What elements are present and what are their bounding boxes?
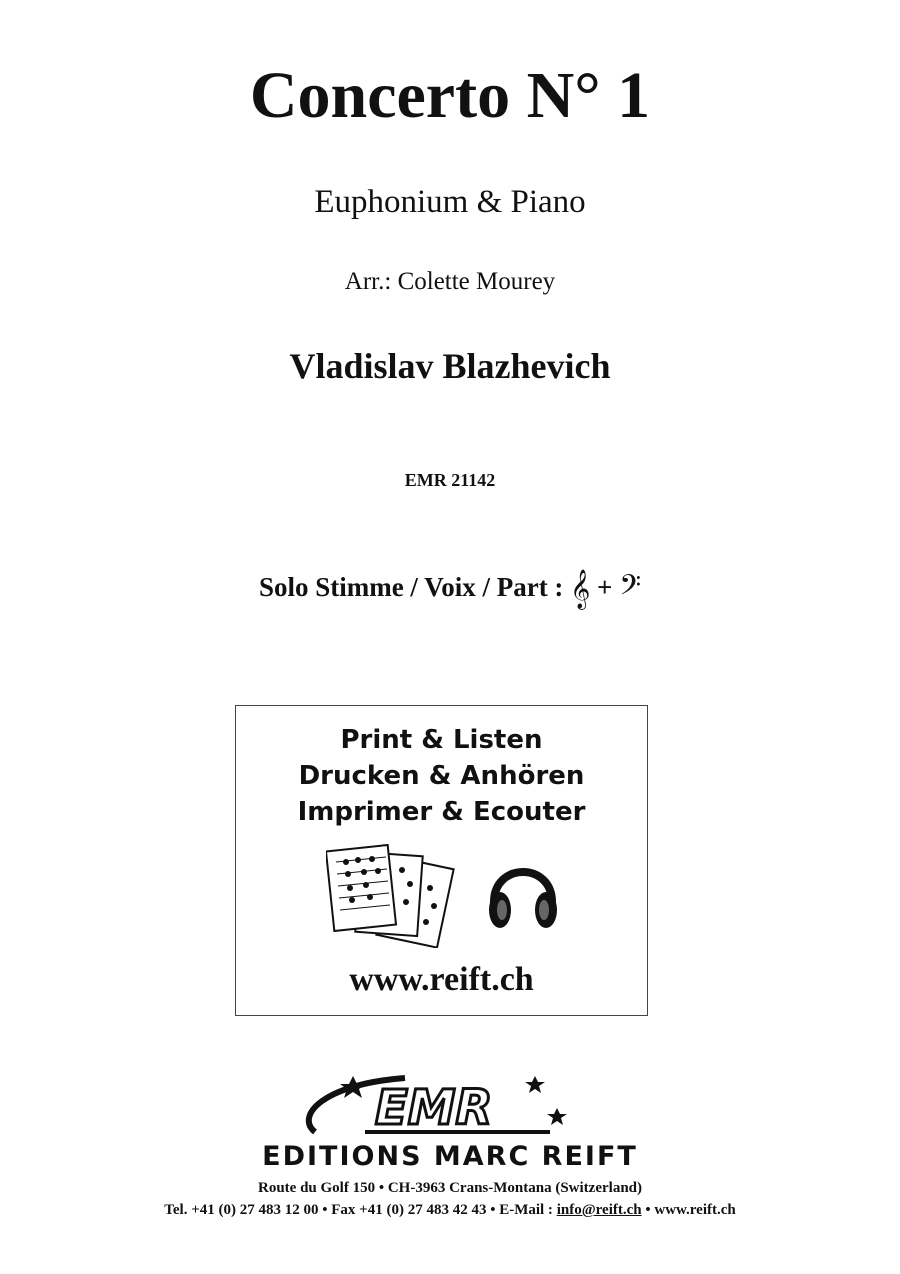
instrumentation: Euphonium & Piano xyxy=(314,184,586,220)
sheet-music-icon xyxy=(326,844,456,948)
bass-clef-icon: 𝄢 xyxy=(619,570,642,608)
emr-logo-icon xyxy=(295,1072,585,1144)
page-title: Concerto N° 1 xyxy=(249,59,651,132)
publisher-name: EDITIONS MARC REIFT xyxy=(262,1141,638,1172)
publisher-contact xyxy=(0,1200,900,1220)
logo-text: EMR xyxy=(375,1080,493,1136)
promo-line-german: Drucken & Anhören xyxy=(298,761,585,791)
treble-clef-icon: 𝄞 xyxy=(570,570,591,608)
promo-line-english: Print & Listen xyxy=(340,725,543,755)
promo-url: www.reift.ch xyxy=(349,961,534,998)
print-listen-box xyxy=(235,705,648,1016)
publisher-address: Route du Golf 150 • CH-3963 Crans-Montana (Switzerland) xyxy=(258,1180,642,1196)
contact-phone-fax: Tel. +41 (0) 27 483 12 00 • Fax +41 (0) 27 483 42 43 • E-Mail : xyxy=(164,1202,553,1218)
promo-line-french: Imprimer & Ecouter xyxy=(297,797,586,827)
arranger: Arr.: Colette Mourey xyxy=(344,268,556,295)
part-label: Solo Stimme / Voix / Part : xyxy=(258,572,564,602)
composer: Vladislav Blazhevich xyxy=(289,346,611,386)
email-link[interactable]: info@reift.ch xyxy=(556,1202,642,1218)
clef-plus: + xyxy=(597,572,613,602)
catalog-number: EMR 21142 xyxy=(404,470,496,490)
part-line xyxy=(0,568,900,609)
headphones-icon xyxy=(486,854,560,936)
contact-website: • www.reift.ch xyxy=(645,1202,736,1218)
